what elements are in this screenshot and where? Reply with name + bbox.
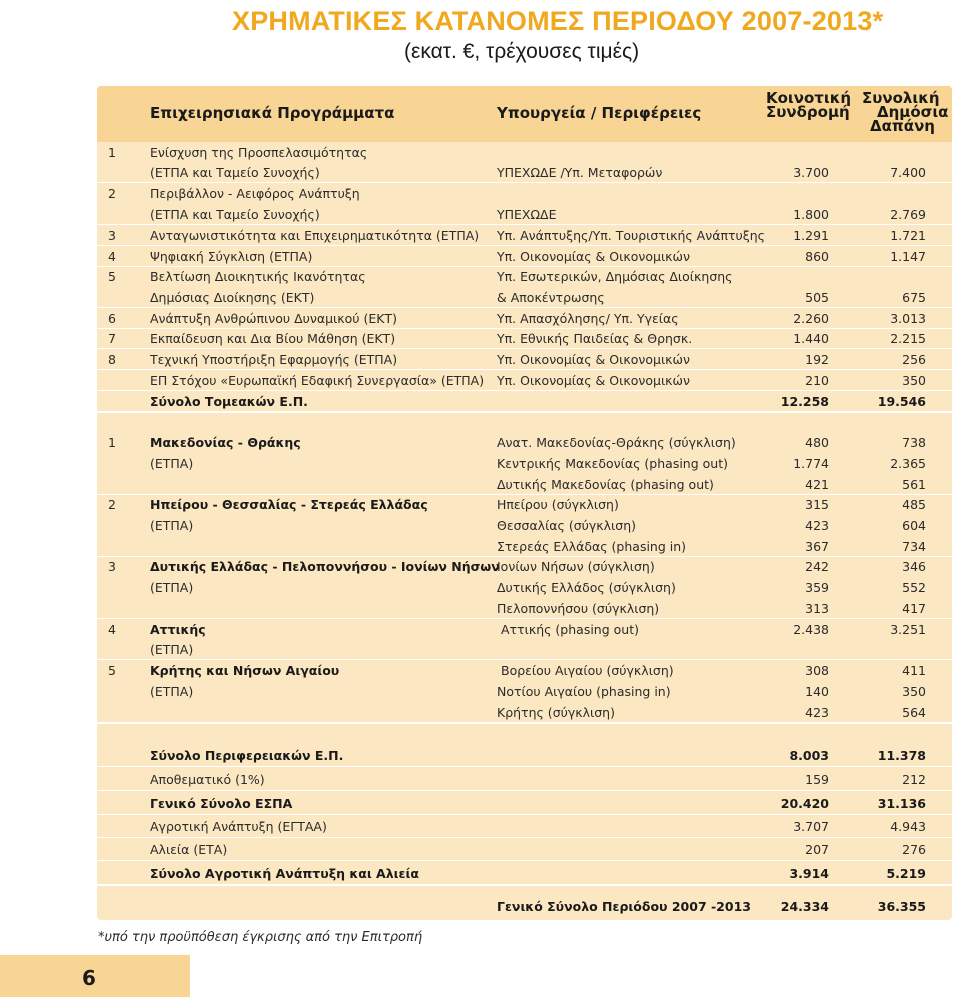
row-separator [97,790,952,791]
region: Δυτικής Μακεδονίας (phasing out) [497,477,714,492]
community-value: 505 [805,290,829,305]
section-separator [97,884,952,886]
public-value: 212 [902,772,926,787]
row-number: 5 [108,663,116,678]
row-number: 1 [108,145,116,160]
community-value: 207 [805,842,829,857]
community-value: 860 [805,249,829,264]
row-separator [97,369,952,370]
community-value: 3.914 [789,866,829,881]
community-value: 3.700 [793,165,829,180]
summary-label: Γενικό Σύνολο ΕΣΠΑ [150,796,293,811]
ministry: Υπ. Οικονομίας & Οικονομικών [497,249,690,264]
community-value: 313 [805,601,829,616]
summary-label: Αποθεματικό (1%) [150,772,265,787]
community-value: 423 [805,518,829,533]
ministry: Υπ. Απασχόλησης/ Υπ. Υγείας [497,311,679,326]
public-value: 7.400 [890,165,926,180]
public-value: 350 [902,684,926,699]
public-value: 346 [902,559,926,574]
community-value: 423 [805,705,829,720]
community-value: 2.438 [793,622,829,637]
program-fund: (ΕΤΠΑ και Ταμείο Συνοχής) [150,207,320,222]
program-fund: (ΕΤΠΑ και Ταμείο Συνοχής) [150,165,320,180]
public-value: 11.378 [877,748,926,763]
region: Πελοποννήσου (σύγκλιση) [497,601,660,616]
row-separator [97,348,952,349]
public-value: 411 [902,663,926,678]
footnote: *υπό την προϋπόθεση έγκρισης από την Επιτροπή [98,930,423,945]
program-name: Ηπείρου - Θεσσαλίας - Στερεάς Ελλάδας [150,497,428,512]
community-value: 315 [805,497,829,512]
header-public-2: Δημόσια [877,103,949,121]
summary-label: Αλιεία (ΕΤΑ) [150,842,228,857]
region: Δυτικής Ελλάδος (σύγκλιση) [497,580,676,595]
program-name: Ψηφιακή Σύγκλιση (ΕΤΠΑ) [150,249,313,264]
row-number: 3 [108,559,116,574]
program-name: Περιβάλλον - Αειφόρος Ανάπτυξη [150,186,360,201]
program-name: Ανάπτυξη Ανθρώπινου Δυναμικού (ΕΚΤ) [150,311,397,326]
ministry: Υπ. Εθνικής Παιδείας & Θρησκ. [497,331,693,346]
page-number: 6 [82,966,96,990]
public-value: 675 [902,290,926,305]
program-name: Τεχνική Υποστήριξη Εφαρμογής (ΕΤΠΑ) [150,352,398,367]
public-value: 256 [902,352,926,367]
region: Νοτίου Αιγαίου (phasing in) [497,684,671,699]
row-number: 5 [108,269,116,284]
community-value: 20.420 [780,796,829,811]
program-name: Ανταγωνιστικότητα και Επιχειρηματικότητα (ΕΤΠΑ) [150,228,480,243]
row-separator [97,659,952,660]
ministry: ΥΠΕΧΩΔΕ [497,207,557,222]
row-number: 7 [108,331,116,346]
public-value: 564 [902,705,926,720]
public-value: 1.721 [890,228,926,243]
region: Ιονίων Νήσων (σύγκλιση) [497,559,655,574]
region: Ηπείρου (σύγκλιση) [497,497,619,512]
row-separator [97,390,952,391]
row-number: 8 [108,352,116,367]
region: Ανατ. Μακεδονίας-Θράκης (σύγκλιση) [497,435,736,450]
grand-total-label: Γενικό Σύνολο Περιόδου 2007 -2013 [497,899,751,914]
community-value: 192 [805,352,829,367]
public-value: 19.546 [877,394,926,409]
public-value: 4.943 [890,819,926,834]
public-value: 2.769 [890,207,926,222]
public-value: 3.251 [890,622,926,637]
ministry: Υπ. Οικονομίας & Οικονομικών [497,352,690,367]
public-value: 1.147 [890,249,926,264]
program-fund: (ΕΤΠΑ) [150,518,194,533]
row-separator [97,266,952,267]
community-value: 1.440 [793,331,829,346]
header-programs: Επιχειρησιακά Προγράμματα [150,104,395,122]
row-separator [97,307,952,308]
program-name: Ενίσχυση της Προσπελασιμότητας [150,145,368,160]
row-number: 3 [108,228,116,243]
summary-label: Σύνολο Αγροτική Ανάπτυξη και Αλιεία [150,866,419,881]
row-separator [97,328,952,329]
region: Θεσσαλίας (σύγκλιση) [497,518,637,533]
row-number: 1 [108,435,116,450]
community-value: 24.334 [780,899,829,914]
community-value: 1.774 [793,456,829,471]
program-fund: Δημόσιας Διοίκησης (ΕΚΤ) [150,290,315,305]
row-separator [97,860,952,861]
row-separator [97,494,952,495]
community-value: 2.260 [793,311,829,326]
region: Κρήτης (σύγκλιση) [497,705,615,720]
public-value: 734 [902,539,926,554]
public-value: 5.219 [886,866,926,881]
public-value: 2.215 [890,331,926,346]
header-public-3: Δαπάνη [870,117,935,135]
public-value: 561 [902,477,926,492]
community-value: 12.258 [780,394,829,409]
community-value: 421 [805,477,829,492]
row-number: 4 [108,249,116,264]
community-value: 242 [805,559,829,574]
row-separator [97,182,952,183]
region: Αττικής (phasing out) [501,622,639,637]
program-fund: (ΕΤΠΑ) [150,642,194,657]
row-separator [97,618,952,619]
program-name: Βελτίωση Διοικητικής Ικανότητας [150,269,366,284]
row-number: 6 [108,311,116,326]
public-value: 738 [902,435,926,450]
public-value: 604 [902,518,926,533]
community-value: 3.707 [793,819,829,834]
summary-label: Αγροτική Ανάπτυξη (ΕΓΤΑΑ) [150,819,327,834]
program-name: Αττικής [150,622,206,637]
region: Κεντρικής Μακεδονίας (phasing out) [497,456,728,471]
community-value: 359 [805,580,829,595]
program-fund: (ΕΤΠΑ) [150,456,194,471]
ministry: ΥΠΕΧΩΔΕ /Υπ. Μεταφορών [497,165,663,180]
public-value: 31.136 [877,796,926,811]
public-value: 417 [902,601,926,616]
public-value: 3.013 [890,311,926,326]
row-number: 2 [108,186,116,201]
ministry: Υπ. Εσωτερικών, Δημόσιας Διοίκησης [497,269,733,284]
public-value: 2.365 [890,456,926,471]
program-name: Κρήτης και Νήσων Αιγαίου [150,663,340,678]
program-name: Δυτικής Ελλάδας - Πελοποννήσου - Ιονίων Νήσων [150,559,500,574]
public-value: 485 [902,497,926,512]
public-value: 552 [902,580,926,595]
program-fund: (ΕΤΠΑ) [150,684,194,699]
row-separator [97,837,952,838]
community-value: 367 [805,539,829,554]
region: Στερεάς Ελλάδας (phasing in) [497,539,687,554]
program-name: ΕΠ Στόχου «Ευρωπαϊκή Εδαφική Συνεργασία» (ΕΤΠΑ) [150,373,485,388]
row-separator [97,814,952,815]
ministry: Υπ. Οικονομίας & Οικονομικών [497,373,690,388]
community-value: 1.800 [793,207,829,222]
region: Βορείου Αιγαίου (σύγκλιση) [501,663,674,678]
row-number: 4 [108,622,116,637]
section-separator [97,722,952,724]
header-ministries: Υπουργεία / Περιφέρειες [497,104,702,122]
page-title: ΧΡΗΜΑΤΙΚΕΣ ΚΑΤΑΝΟΜΕΣ ΠΕΡΙΟΔΟΥ 2007-2013* [232,6,884,36]
community-value: 210 [805,373,829,388]
ministry-cont: & Αποκέντρωσης [497,290,605,305]
community-value: 159 [805,772,829,787]
header-community-2: Συνδρομή [766,103,850,121]
header-public-1: Συνολική [862,89,940,107]
section-separator [97,411,952,413]
program-name: Εκπαίδευση και Δια Βίου Μάθηση (ΕΚΤ) [150,331,396,346]
page-subtitle: (εκατ. €, τρέχουσες τιμές) [404,40,640,63]
public-value: 276 [902,842,926,857]
summary-label: Σύνολο Περιφερειακών Ε.Π. [150,748,344,763]
public-value: 350 [902,373,926,388]
row-separator [97,766,952,767]
header-community-1: Κοινοτική [766,89,852,107]
community-value: 140 [805,684,829,699]
program-fund: (ΕΤΠΑ) [150,580,194,595]
ministry: Υπ. Ανάπτυξης/Υπ. Τουριστικής Ανάπτυξης [497,228,765,243]
total-label: Σύνολο Τομεακών Ε.Π. [150,394,308,409]
row-number: 2 [108,497,116,512]
community-value: 480 [805,435,829,450]
community-value: 1.291 [793,228,829,243]
public-value: 36.355 [877,899,926,914]
program-name: Μακεδονίας - Θράκης [150,435,301,450]
community-value: 8.003 [789,748,829,763]
row-separator [97,556,952,557]
community-value: 308 [805,663,829,678]
row-separator [97,224,952,225]
row-separator [97,245,952,246]
